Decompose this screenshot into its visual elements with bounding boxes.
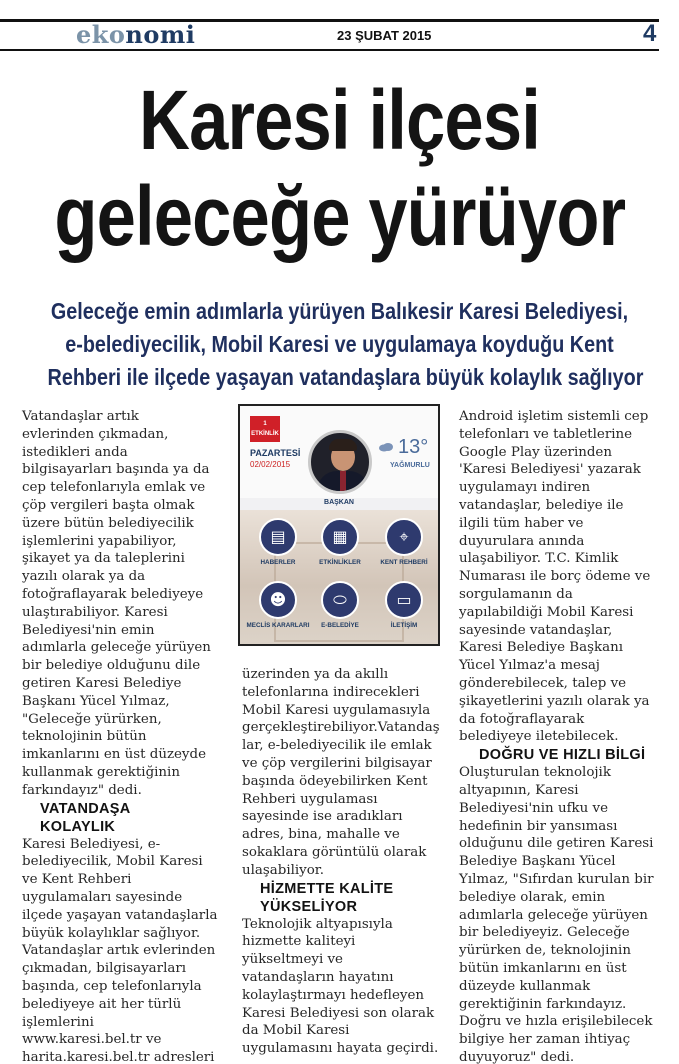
events-badge [250, 416, 280, 442]
text-line: Oluşturulan teknolojik [459, 765, 611, 781]
text-line: hizmette kaliteyi [242, 934, 356, 950]
app-date: 02/02/2015 [250, 460, 291, 469]
text-line: Yılmaz, "Sıfırdan kurulan bir [459, 871, 654, 887]
text-line: yazılı olarak ya da [22, 569, 146, 585]
badge-count: 1 [263, 421, 267, 427]
person-label: BAŞKAN [324, 499, 354, 506]
text-line: ulaştırabiliyor. Karesi [22, 604, 168, 620]
text-line: evlerinden çıkmadan, [22, 426, 169, 442]
text-line: bir belediyeyiz. Geleceğe [459, 925, 630, 941]
user-icon: ☻ [259, 581, 297, 619]
text-line: büyük kolaylıklar sağlıyor. [22, 925, 201, 941]
text-line: Numarası ile borç ödeme ve [459, 569, 651, 585]
text-line: işlemlerini yapabiliyor, [22, 533, 177, 549]
photo-hair [329, 439, 357, 451]
subhead-dogru-ve-hizli-bilgi: DOĞRU VE HIZLI BİLGİ [479, 747, 646, 764]
page-header [0, 0, 679, 54]
text-line: bilgiye her zaman ihtiyaç [459, 1032, 631, 1048]
text-line: ve çöp vergilerini bilgisayar [242, 755, 432, 771]
text-line: ilgili tüm haber ve [459, 515, 584, 531]
tile-label: KENT REHBERİ [380, 559, 428, 566]
header-bottom-rule [0, 49, 659, 51]
subhead-vatandasa [22, 800, 220, 836]
mouse-icon: ⬭ [321, 581, 359, 619]
text-line: üzerinden ya da akıllı [242, 667, 389, 682]
text-line: Başkanı Yücel Yılmaz, [22, 693, 170, 709]
text-line: gerektiğinin farkındayız. [459, 996, 627, 1012]
text-line: Vatandaşlar artık evlerinden [22, 943, 216, 959]
text-line: duyurulara anında [459, 533, 585, 549]
tile-label: HABERLER [260, 559, 296, 566]
headline-line1: Karesi ilçesi [139, 73, 540, 167]
mayor-photo [308, 430, 372, 494]
tile-label: ETKİNLİKLER [319, 559, 361, 566]
text-line: Belediyesi'nin ufku ve [459, 800, 609, 816]
text-line: başında, cep telefonlarıyla [22, 978, 202, 994]
text-line: vatandaşlar, belediye ile [459, 497, 624, 513]
tile-iletisim[interactable] [371, 581, 437, 629]
text-line: Belediyesi'nin emin [22, 622, 155, 638]
text-line: telefonlarına indirecekleri [242, 684, 420, 700]
text-line: belediyeye iletebilecek. [459, 729, 619, 745]
text-line: Vatandaşlar artık [22, 409, 139, 424]
text-line: ve Kent Rehberi [22, 872, 132, 888]
text-line: yapılabildiği Mobil Karesi [459, 604, 634, 620]
text-line: Karesi Belediye Başkanı [459, 640, 623, 656]
calendar-icon: ▦ [321, 518, 359, 556]
subhead-hizmette-kalite [242, 880, 442, 916]
subhead-line1: VATANDAŞA [40, 800, 131, 817]
section-logo [76, 20, 195, 49]
column2-para1 [242, 666, 442, 880]
text-line: yükseltmeyi ve [242, 952, 343, 968]
tile-etkinlikler[interactable] [307, 518, 373, 566]
text-line: duyuyoruz" dedi. [459, 1049, 575, 1064]
text-line: Android işletim sistemli cep [459, 409, 649, 424]
text-line: vatandaşların hayatını [242, 969, 394, 985]
text-line: adımlarla geleceğe yürüyen [459, 907, 648, 923]
text-line: da fotoğraflayarak [459, 711, 585, 727]
text-line: Google Play üzerinden [459, 444, 612, 460]
photo-tie [340, 471, 346, 493]
text-line: telefonları ve tabletlerine [459, 426, 633, 442]
text-line: uygulamasını hayata geçirdi. [242, 1041, 439, 1057]
text-line: bir belediye olduğunu dile [22, 658, 201, 674]
tile-meclis-kararlari[interactable] [245, 581, 311, 629]
text-line: sokaklara görüntülü olarak [242, 844, 427, 860]
article-column-2 [242, 666, 442, 1058]
text-line: uygulamayı indiren [459, 480, 591, 496]
text-line: hedefinin bir yansıması [459, 818, 618, 834]
map-pin-icon: ⌖ [385, 518, 423, 556]
subhead-line2: KOLAYLIK [40, 818, 116, 835]
text-line: düzeyde kullanmak [459, 978, 591, 994]
text-line: ilçede yaşayan vatandaşlarla [22, 907, 218, 923]
text-line: lar, e-belediyecilik ile emlak [242, 738, 432, 754]
badge-label: ETKİNLİK [251, 431, 279, 437]
text-line: farkındayız" dedi. [22, 782, 142, 798]
text-line: belediye olarak, emin [459, 889, 606, 905]
text-line: ulaşabiliyor. T.C. Kimlik [459, 551, 619, 567]
text-line: işlemlerini [22, 1014, 94, 1030]
section-logo-part2: nomi [125, 20, 196, 49]
text-line: Mobil Karesi uygulamasıyla [242, 702, 431, 718]
column2-para2 [242, 916, 442, 1058]
text-line: kullanmak gerektiğinin [22, 764, 180, 780]
tile-haberler[interactable] [245, 518, 311, 566]
tile-label: MECLİS KARARLARI [246, 622, 310, 629]
text-line: gönderebilecek, talep ve [459, 675, 627, 691]
text-line: uygulamaları sayesinde [22, 889, 183, 905]
text-line: Belediye Başkanı Yücel [459, 854, 616, 870]
subhead-line2: YÜKSELİYOR [260, 898, 358, 915]
issue-date: 23 ŞUBAT 2015 [337, 28, 432, 43]
column3-para1 [459, 408, 664, 746]
text-line: kolaylaştırmayı hedefleyen [242, 987, 425, 1003]
text-line: imkanlarını en üst düzeyde [22, 747, 206, 763]
text-line: Doğru ve hızla erişilebilecek [459, 1014, 653, 1030]
text-line: çöp vergileri başta olmak [22, 497, 195, 513]
text-line: 'Karesi Belediyesi' yazarak [459, 462, 641, 478]
headline-line2: geleceğe yürüyor [54, 169, 626, 263]
text-line: teknolojinin bütün [22, 729, 147, 745]
text-line: cep telefonlarıyla emlak ve [22, 480, 206, 496]
text-line: gerçekleştirebiliyor.Vatandaş [242, 720, 440, 736]
column3-para2 [459, 764, 664, 1064]
text-line: ulaşabiliyor. [242, 862, 324, 878]
cloud-icon [378, 442, 394, 452]
text-line: sorgulamanın da [459, 586, 573, 602]
tile-label: İLETİŞİM [390, 622, 418, 629]
column1-para2 [22, 836, 220, 1064]
text-line: adres, bina, mahalle ve [242, 827, 400, 843]
tile-kent-rehberi[interactable] [371, 518, 437, 566]
text-line: sayesinde ise aradıkları [242, 809, 403, 825]
contact-card-icon: ▭ [385, 581, 423, 619]
text-line: adımlarla geleceğe yürüyen [22, 640, 211, 656]
text-line: başında ödeyebilirken Kent [242, 773, 428, 789]
text-line: fotoğraflayarak belediyeye [22, 586, 204, 602]
text-line: üzere bütün belediyecilik [22, 515, 194, 531]
text-line: çıkmadan, bilgisayarları [22, 961, 187, 977]
text-line: istedikleri anda [22, 444, 128, 460]
text-line: bütün imkanlarını en üst [459, 960, 627, 976]
text-line: belediyecilik, Mobil Karesi [22, 854, 203, 870]
text-line: belediyeye ait her türlü [22, 996, 182, 1012]
tile-e-belediye[interactable] [307, 581, 373, 629]
text-line: şikayet ya da taleplerini [22, 551, 185, 567]
text-line: Karesi Belediyesi, e- [22, 836, 161, 852]
text-line: sayesinde vatandaşlar, [459, 622, 613, 638]
text-line: olduğunu dile getiren Karesi [459, 836, 654, 852]
deck-line1: Geleceğe emin adımlarla yürüyen Balıkesir Karesi Belediyesi, [50, 298, 629, 324]
weather-status: YAĞMURLU [390, 462, 430, 469]
text-line: Teknolojik altyapısıyla [242, 916, 393, 932]
text-line: www.karesi.bel.tr ve [22, 1032, 162, 1048]
text-line: yürürken de, teknolojinin [459, 943, 631, 959]
text-line: getiren Karesi Belediye [22, 675, 182, 691]
mobile-app-screenshot [238, 404, 440, 646]
deck [0, 295, 679, 394]
text-line: bilgisayarları başında ya da [22, 462, 210, 478]
text-line: Karesi Belediyesi son olarak [242, 1005, 435, 1021]
section-logo-part1: eko [76, 20, 126, 49]
text-line: da Mobil Karesi [242, 1023, 350, 1039]
text-line: Yücel Yılmaz'a mesaj [459, 658, 600, 674]
text-line: "Geleceğe yürürken, [22, 711, 162, 727]
newspaper-icon: ▤ [259, 518, 297, 556]
deck-line3: Rehberi ile ilçede yaşayan vatandaşlara büyük kolaylık sağlıyor [47, 364, 644, 390]
tile-label: E-BELEDİYE [321, 622, 359, 629]
text-line: şikayetlerini yazılı olarak ya [459, 693, 650, 709]
temperature: 13° [398, 436, 429, 458]
text-line: altyapının, Karesi [459, 782, 579, 798]
text-line: harita.karesi.bel.tr adresleri [22, 1050, 215, 1064]
headline [0, 72, 679, 264]
article-column-1 [22, 408, 220, 1064]
page-number: 4 [643, 20, 657, 47]
subhead-line1: HİZMETTE KALİTE [260, 880, 394, 897]
text-line: Rehberi uygulaması [242, 791, 378, 807]
deck-line2: e-belediyecilik, Mobil Karesi ve uygulamaya koyduğu Kent [65, 331, 614, 357]
article-column-3 [459, 408, 664, 1064]
column1-para1 [22, 408, 220, 800]
app-day: PAZARTESİ [250, 448, 301, 458]
